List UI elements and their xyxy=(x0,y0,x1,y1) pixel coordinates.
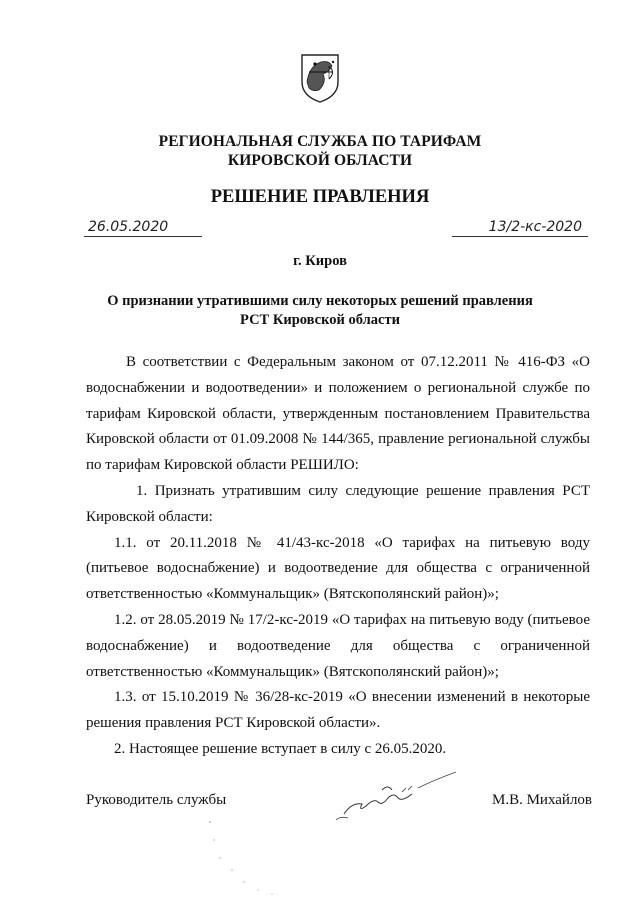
signature-icon xyxy=(322,768,462,828)
item-1: 1. Признать утратившим силу следующие решение правления РСТ Кировской области: xyxy=(86,482,590,525)
item-2: 2. Настоящее решение вступает в силу с 26.05.2020. xyxy=(114,740,447,757)
decision-number: 13/2-кс-2020 xyxy=(452,218,588,237)
item-1-3: 1.3. от 15.10.2019 № 36/28-кс-2019 «О внесении изменений в некоторые решения правления РСТ Кировской области». xyxy=(86,689,590,732)
subject-line1: О признании утратившими силу некоторых решений правления xyxy=(107,293,533,309)
item-1-1: 1.1. от 20.11.2018 № 41/43-кс-2018 «О тарифах на питьевую воду (питьевое водоснабжение) и водоотведение для общества с ограниченной ответственностью «Коммунальщик» (Вятскополянский район)»; xyxy=(86,534,590,603)
document-title: РЕШЕНИЕ ПРАВЛЕНИЯ xyxy=(210,187,430,207)
decision-date: 26.05.2020 xyxy=(84,218,202,237)
decision-subject xyxy=(0,292,640,330)
signatory-name: М.В. Михайлов xyxy=(492,792,593,808)
organization-name-line1: РЕГИОНАЛЬНАЯ СЛУЖБА ПО ТАРИФАМ xyxy=(158,133,482,150)
decision-body xyxy=(86,350,590,763)
city: г. Киров xyxy=(293,253,347,269)
item-1-2: 1.2. от 28.05.2019 № 17/2-кс-2019 «О тарифах на питьевую воду (питьевое водоснабжение) и водоотведение для общества с ограниченной ответственностью «Коммунальщик» (Вятскополянский район)»; xyxy=(86,611,590,680)
subject-line2: РСТ Кировской области xyxy=(240,312,400,328)
coat-of-arms-icon xyxy=(299,52,341,104)
signatory-position: Руководитель службы xyxy=(86,792,227,808)
organization-name-line2: КИРОВСКОЙ ОБЛАСТИ xyxy=(227,152,413,169)
preamble-paragraph: В соответствии с Федеральным законом от 07.12.2011 № 416-ФЗ «О водоснабжении и водоотведении» и положением о региональной службе по тарифам Кировской области, утвержденным постановлением Правительства Кировской области от 01.09.2008 № 144/365, правление региональной службы по тарифам Кировской области РЕШИЛО: xyxy=(86,354,590,474)
